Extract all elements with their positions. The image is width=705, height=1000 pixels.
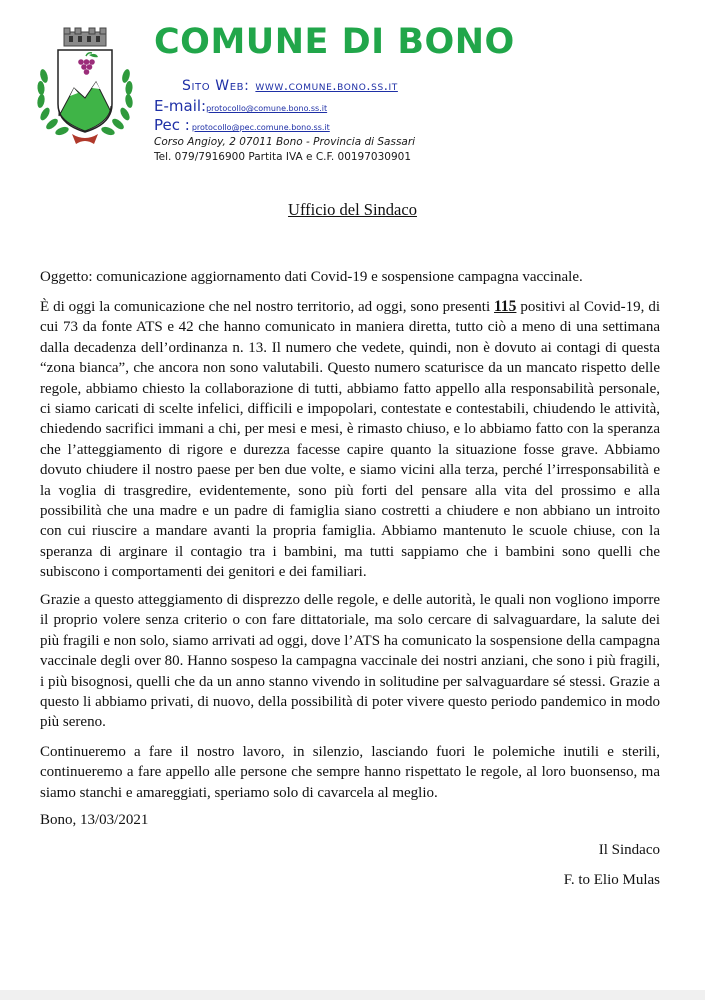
phone-vat-line: Tel. 079/7916900 Partita IVA e C.F. 00197030901 (154, 151, 412, 163)
letter-date: Bono, 13/03/2021 (40, 812, 149, 828)
website-link[interactable]: www.comune.bono.ss.it (255, 79, 398, 94)
paragraph-1-rest: positivi al Covid-19, di cui 73 da fonte ATS e 42 che hanno comunicato in maniera diretta, tutto ciò a meno di una settimana dalla decadenza dell’ordinanza n. 13. Il numero che vedete, quindi, non è dovuto ai contagi di questa “zona bianca”, che ancora non sono valutabili. Questo numero scaturisce da un mancato rispetto delle regole, abbiamo chiesto la collaborazione di tutti, abbiamo fatto appello alla responsabilità personale, ci siamo caricati di scelte infelici, difficili e impopolari, contestate e contestabili, chiudendo le attività, chiedendo sacrifici immani a chi, per mesi e mesi, è rimasto chiuso, e lo abbiamo fatto con la speranza che l’atteggiamento di rigore e durezza facesse capire quanto la situazione fosse grave. Abbiamo dovuto chiudere il nostro paese per ben due volte, e siamo vicini alla terza, perché l’irresponsabilità e la voglia di trasgredire, evidentemente, sono più forti del pensare alla vita del prossimo e alla possibilità che una madre e un padre di famiglia siano costretti a chiudere e non abbiano un introito con cui riuscire a mandare avanti la propria famiglia. Abbiamo mantenuto le scuole chiuse, con la speranza di arginare il contagio tra i bambini, ma tutti sappiamo che i bambini sono quelli che subiscono i comportamenti dei genitori e dei familiari. (40, 299, 660, 581)
website-line (182, 78, 398, 94)
email-label: E-mail: (154, 97, 207, 115)
signer-title: Il Sindaco (598, 842, 660, 858)
office-heading: Ufficio del Sindaco (288, 200, 417, 219)
pec-label: Pec : (154, 116, 190, 134)
bottom-strip (0, 990, 705, 1000)
paragraph-1 (40, 297, 660, 583)
address-line: Corso Angioy, 2 07011 Bono - Provincia di Sassari (154, 136, 416, 148)
website-label: Sito Web: (182, 78, 250, 94)
municipal-crest-icon (34, 26, 136, 148)
email-line (154, 96, 327, 115)
paragraph-3: Continueremo a fare il nostro lavoro, in silenzio, lasciando fuori le polemiche inutili e sterili, continueremo a fare appello alle persone che sempre hanno rispettato le regole, al loro buonsenso, ma siamo stanchi e amareggiati, speriamo solo di cavarcela al meglio. (40, 744, 660, 801)
org-title: COMUNE DI BONO (154, 22, 515, 62)
pec-line (154, 115, 330, 134)
paragraph-2: Grazie a questo atteggiamento di disprezzo delle regole, e delle autorità, le quali non vogliono imporre il proprio volere senza criterio o con fare dittatoriale, ma solo cercare di salvaguardare, la salute dei più fragili e non solo, siamo arrivati ad oggi, dove l’ATS ha comunicato la sospensione della campagna vaccinale degli over 80. Hanno sospeso la campagna vaccinale dei nostri anziani, che sono i più fragili, i più bisognosi, quelli che da un anno stanno vivendo in solitudine per salvaguardare sé stessi. Grazie a questo li abbiamo privati, di nuovo, della possibilità di poter vivere questo periodo pandemico in modo più sereno. (40, 592, 660, 731)
paragraph-1-lead: È di oggi la comunicazione che nel nostro territorio, ad oggi, sono presenti (40, 299, 495, 315)
pec-link[interactable]: protocollo@pec.comune.bono.ss.it (191, 123, 330, 132)
letter-subject: Oggetto: comunicazione aggiornamento dati Covid-19 e sospensione campagna vaccinale. (40, 269, 583, 285)
signer-name: F. to Elio Mulas (563, 872, 660, 888)
email-link[interactable]: protocollo@comune.bono.ss.it (206, 104, 328, 113)
positive-count: 115 (494, 298, 517, 315)
